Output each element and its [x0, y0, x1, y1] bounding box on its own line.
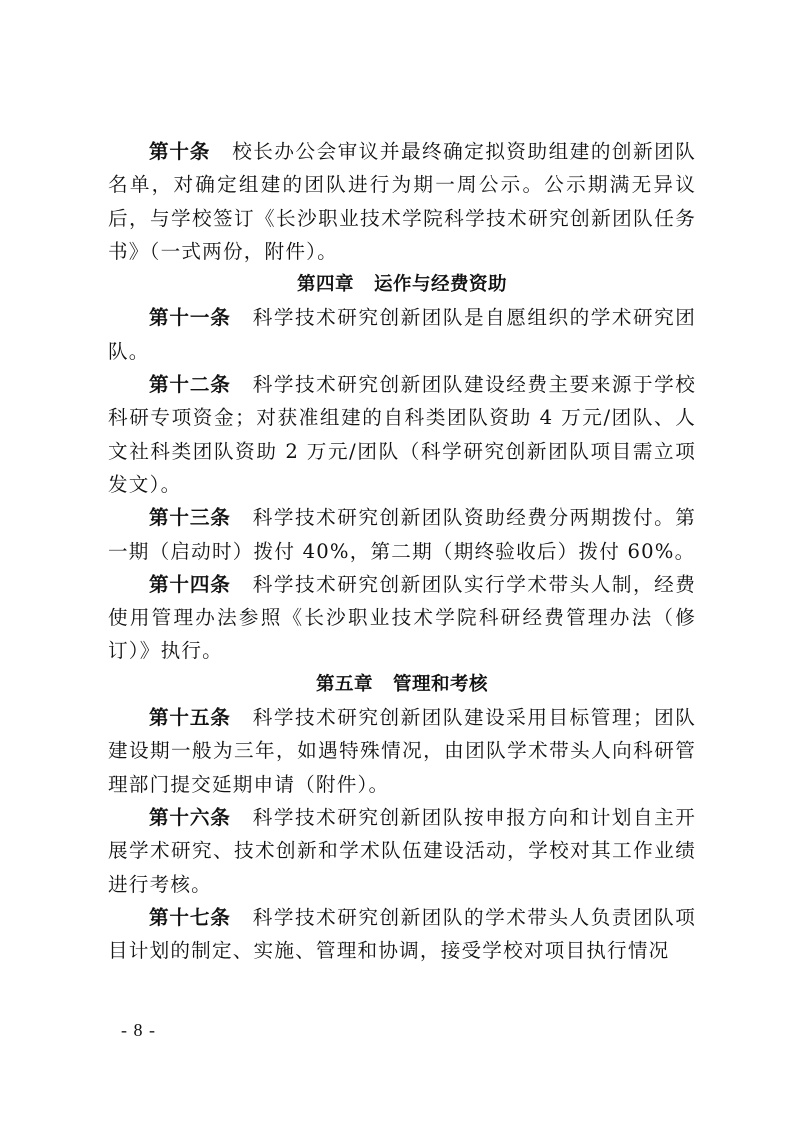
article-text: 科学技术研究创新团队建设经费主要来源于学校科研专项资金；对获准组建的自科类团队资助 4 万元/团队、人文社科类团队资助 2 万元/团队（科学研究创新团队项目需立项发文）。	[108, 373, 696, 496]
article-11	[108, 301, 696, 368]
page-number: - 8 -	[121, 1020, 156, 1040]
article-14	[108, 568, 696, 668]
article-text: 科学技术研究创新团队的学术带头人负责团队项目计划的制定、实施、管理和协调，接受学校对项目执行情况	[108, 905, 696, 963]
article-text: 科学技术研究创新团队是自愿组织的学术研究团队。	[108, 306, 696, 363]
article-number: 第十四条	[149, 572, 231, 596]
article-number: 第十五条	[149, 706, 231, 730]
article-text: 科学技术研究创新团队按申报方向和计划自主开展学术研究、技术创新和学术队伍建设活动，学校对其工作业绩进行考核。	[108, 805, 696, 896]
chapter-title: 运作与经费资助	[374, 274, 508, 296]
chapter-number: 第四章	[296, 274, 354, 296]
article-16	[108, 801, 696, 901]
article-17	[108, 901, 696, 968]
article-number: 第十一条	[149, 306, 231, 330]
article-12	[108, 368, 696, 501]
article-15	[108, 701, 696, 801]
article-text: 科学技术研究创新团队资助经费分两期拨付。第一期（启动时）拨付 40%，第二期（期终验收后）拨付 60%。	[108, 506, 696, 563]
article-number: 第十三条	[149, 506, 231, 530]
article-number: 第十二条	[149, 373, 231, 397]
chapter-number: 第五章	[315, 673, 373, 695]
document-body	[108, 135, 696, 967]
article-number: 第十条	[149, 140, 211, 163]
chapter-5-heading	[108, 668, 696, 701]
article-13	[108, 501, 696, 568]
article-text: 科学技术研究创新团队建设采用目标管理；团队建设期一般为三年，如遇特殊情况，由团队学术带头人向科研管理部门提交延期申请（附件）。	[108, 706, 696, 796]
article-number: 第十六条	[149, 805, 231, 829]
chapter-4-heading	[108, 268, 696, 301]
article-10	[108, 135, 696, 268]
article-text: 校长办公会审议并最终确定拟资助组建的创新团队名单，对确定组建的团队进行为期一周公示。公示期满无异议后，与学校签订《长沙职业技术学院科学技术研究创新团队任务书》（一式两份，附件）。	[108, 140, 696, 263]
chapter-title: 管理和考核	[393, 673, 489, 695]
article-number: 第十七条	[149, 905, 231, 929]
article-text: 科学技术研究创新团队实行学术带头人制，经费使用管理办法参照《长沙职业技术学院科研经费管理办法（修订）》执行。	[108, 572, 696, 663]
